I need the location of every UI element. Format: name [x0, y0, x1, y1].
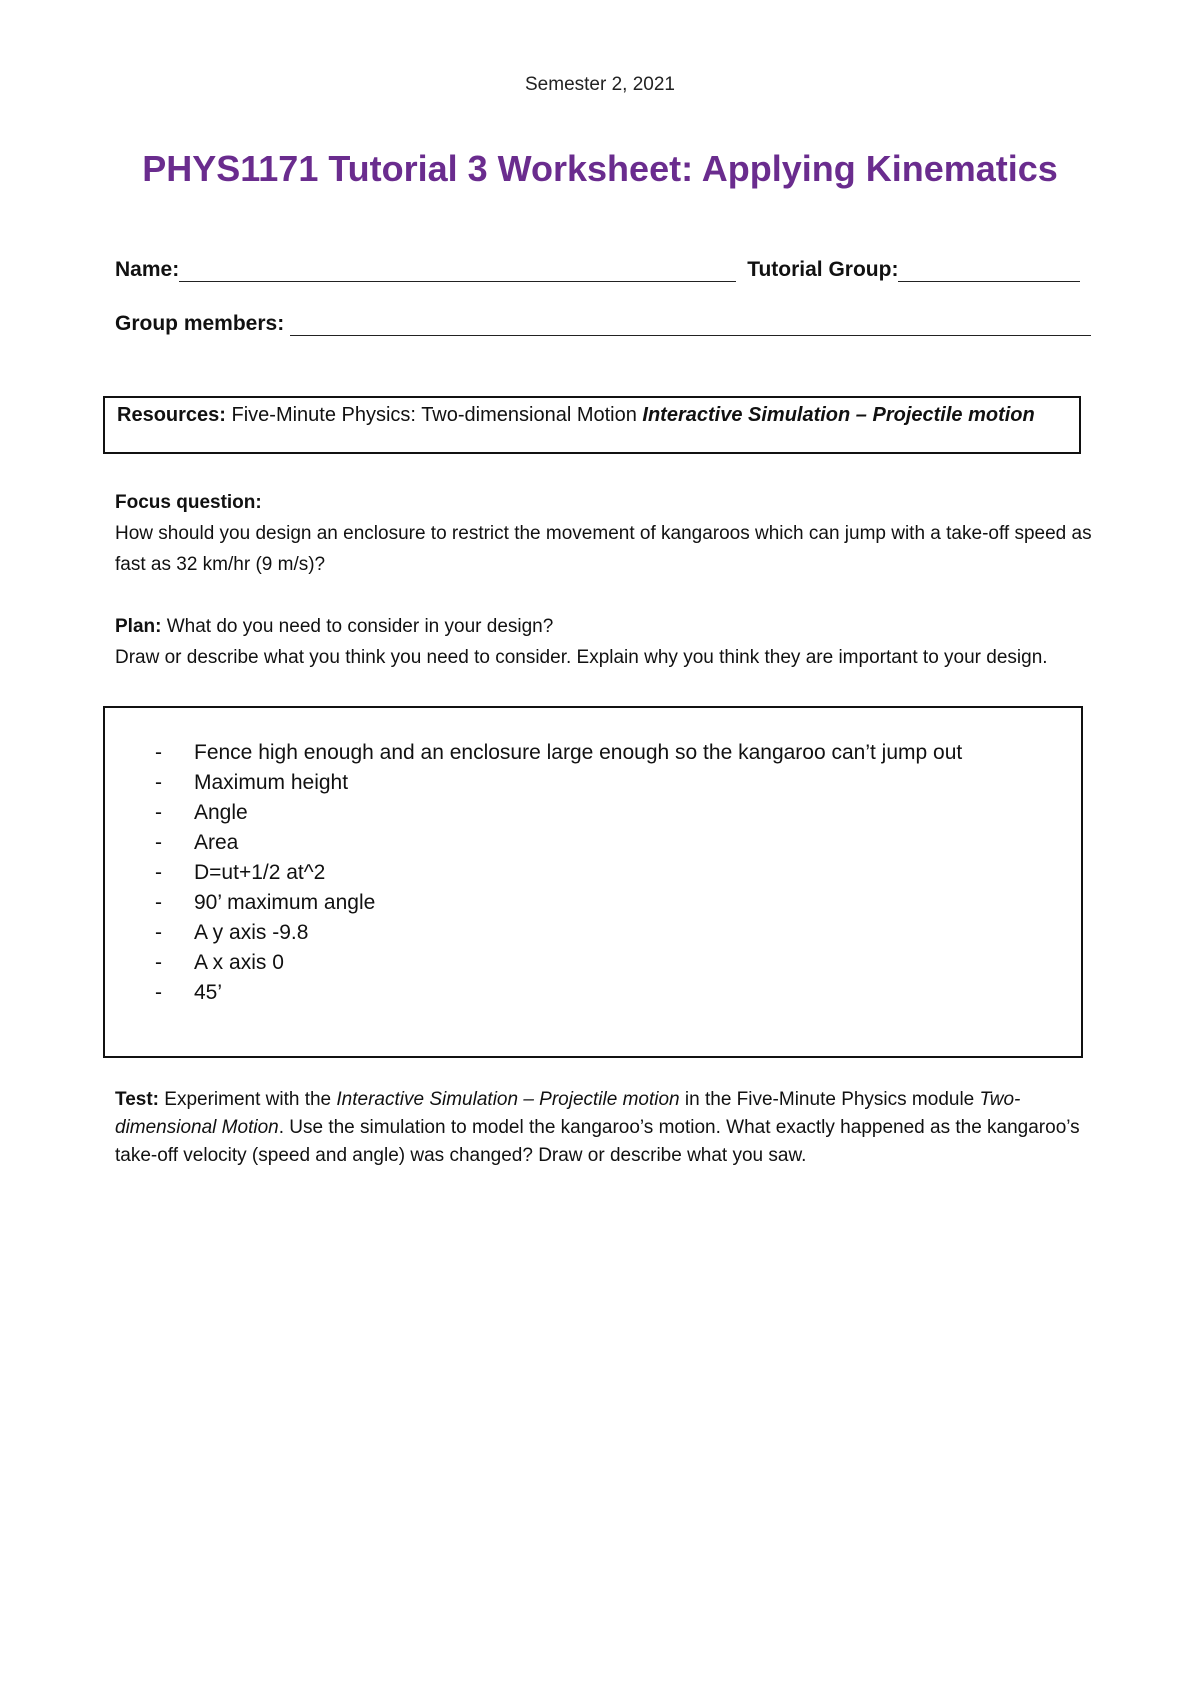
- dash-bullet-icon: -: [155, 951, 162, 974]
- dash-bullet-icon: -: [155, 801, 162, 824]
- answer-text: A x axis 0: [194, 951, 284, 974]
- answer-item: [155, 768, 1081, 798]
- answer-text: D=ut+1/2 at^2: [194, 861, 326, 884]
- plan-answer-box[interactable]: [103, 706, 1083, 1058]
- test-module-name: Two-dimensional Motion: [115, 1089, 1021, 1138]
- resources-box: [103, 396, 1081, 454]
- name-row: [115, 258, 1080, 282]
- plan-instruction: Draw or describe what you think you need to consider. Explain why you think they are important to your design.: [115, 647, 1048, 668]
- group-members-field[interactable]: [290, 313, 1091, 336]
- dash-bullet-icon: -: [155, 741, 162, 764]
- test-text-1: Experiment with the: [164, 1089, 332, 1110]
- focus-label: Focus question:: [115, 492, 262, 513]
- answer-text: A y axis -9.8: [194, 921, 309, 944]
- resources-text: Five-Minute Physics: Two-dimensional Motion: [231, 404, 637, 426]
- answer-item: [155, 798, 1081, 828]
- answer-list: [155, 738, 1081, 1008]
- answer-item: [155, 858, 1081, 888]
- dash-bullet-icon: -: [155, 891, 162, 914]
- answer-text: Area: [194, 831, 239, 854]
- resources-label: Resources:: [117, 404, 226, 426]
- answer-item: [155, 888, 1081, 918]
- dash-bullet-icon: -: [155, 861, 162, 884]
- test-section: [115, 1086, 1095, 1170]
- answer-text: Fence high enough and an enclosure large enough so the kangaroo can’t jump out: [194, 741, 963, 764]
- focus-section: [115, 487, 1095, 580]
- plan-label: Plan:: [115, 616, 162, 637]
- answer-text: Maximum height: [194, 771, 349, 794]
- test-text-3: . Use the simulation to model the kangaroo’s motion. What exactly happened as the kangaroo’s take-off velocity (speed and angle) was changed? Draw or describe what you saw.: [115, 1117, 1080, 1166]
- tutorial-group-label: Tutorial Group:: [747, 258, 899, 281]
- dash-bullet-icon: -: [155, 771, 162, 794]
- answer-item: [155, 738, 1081, 768]
- test-text-2: in the Five-Minute Physics module: [684, 1089, 975, 1110]
- test-label: Test:: [115, 1089, 159, 1110]
- resources-simulation-link: Interactive Simulation – Projectile motion: [642, 404, 1035, 426]
- answer-text: Angle: [194, 801, 248, 824]
- answer-item: [155, 978, 1081, 1008]
- plan-question: What do you need to consider in your design?: [166, 616, 554, 637]
- group-members-label: Group members:: [115, 312, 285, 335]
- semester-header: Semester 2, 2021: [525, 74, 675, 95]
- dash-bullet-icon: -: [155, 921, 162, 944]
- dash-bullet-icon: -: [155, 831, 162, 854]
- answer-item: [155, 828, 1081, 858]
- answer-item: [155, 918, 1081, 948]
- page-title: PHYS1171 Tutorial 3 Worksheet: Applying Kinematics: [142, 148, 1058, 189]
- answer-text: 90’ maximum angle: [194, 891, 376, 914]
- plan-section: [115, 611, 1095, 673]
- tutorial-group-field[interactable]: [898, 259, 1080, 282]
- test-simulation-name: Interactive Simulation – Projectile motion: [336, 1089, 680, 1110]
- name-label: Name:: [115, 258, 180, 281]
- group-members-row: [115, 312, 1091, 336]
- name-field[interactable]: [179, 259, 736, 282]
- focus-question: How should you design an enclosure to restrict the movement of kangaroos which can jump with a take-off speed as fast as 32 km/hr (9 m/s)?: [115, 523, 1092, 575]
- dash-bullet-icon: -: [155, 981, 162, 1004]
- answer-item: [155, 948, 1081, 978]
- answer-text: 45’: [194, 981, 223, 1004]
